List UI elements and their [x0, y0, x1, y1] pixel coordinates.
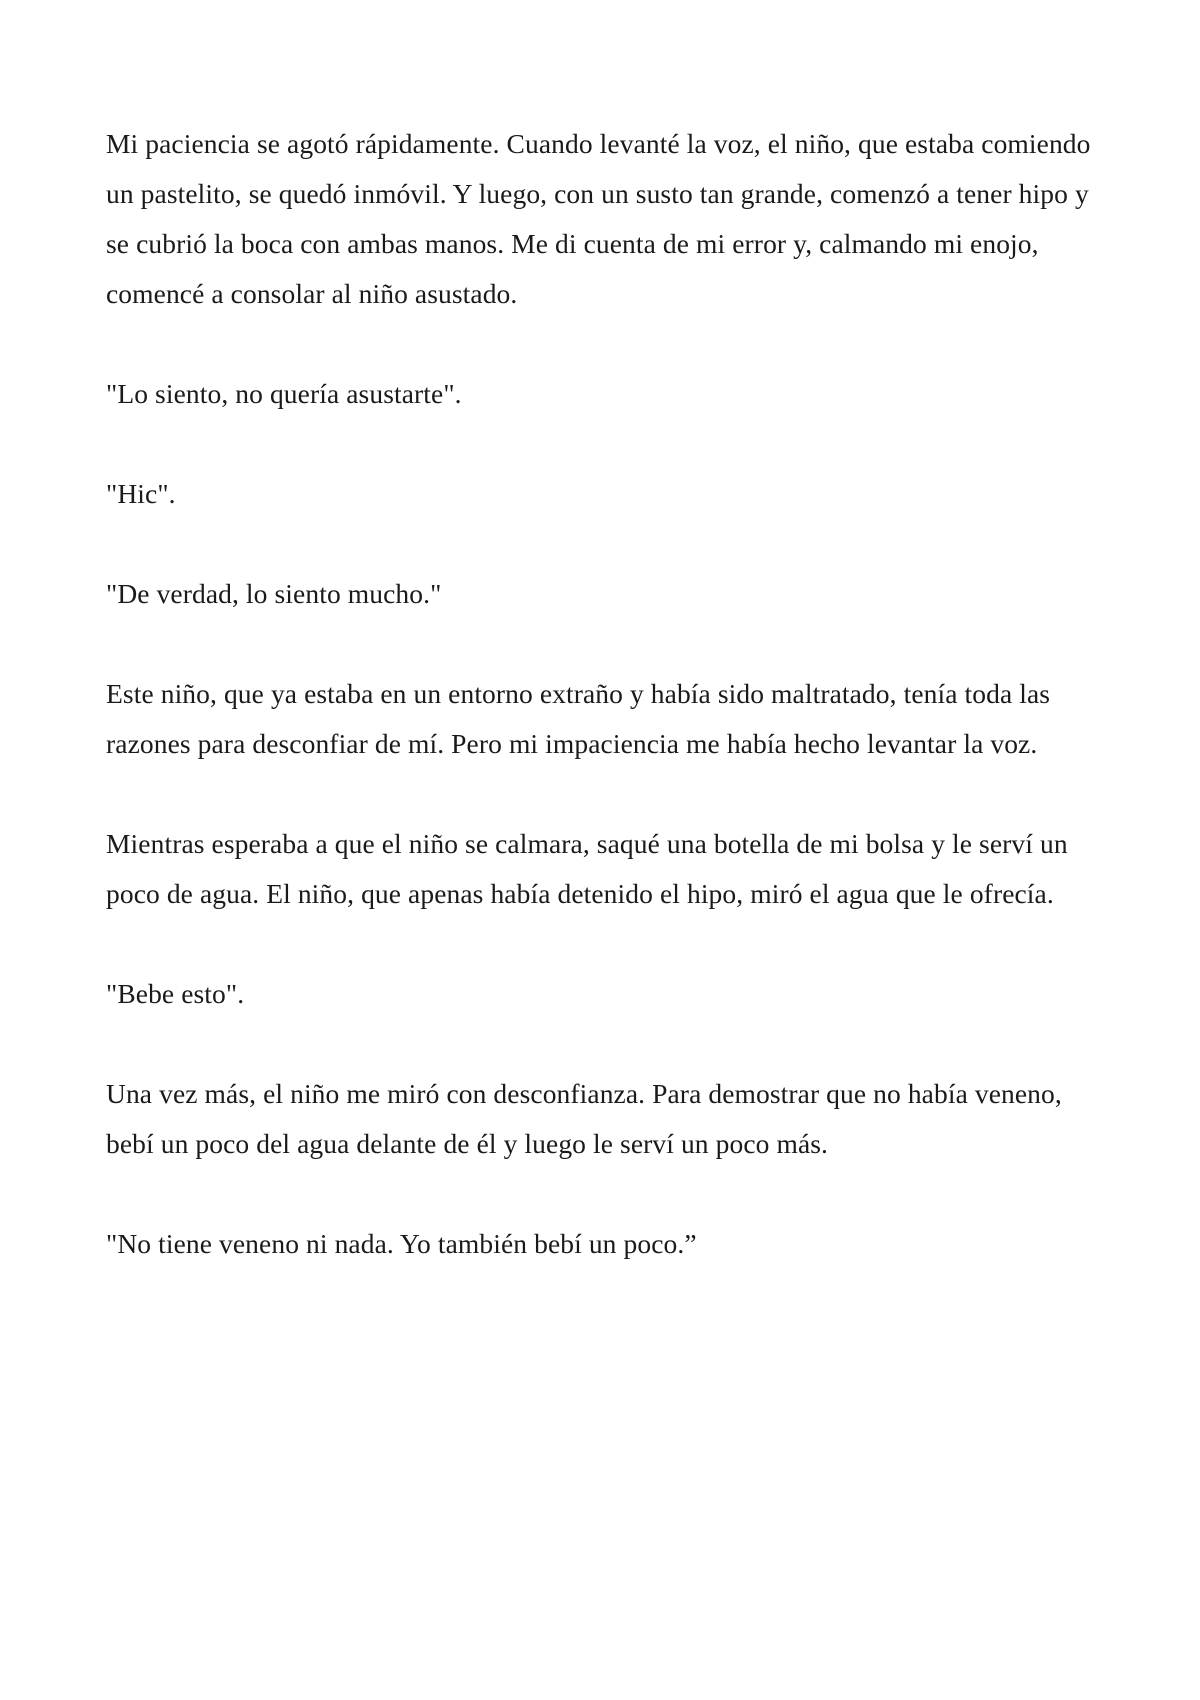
- paragraph-dialogue-3: "De verdad, lo siento mucho.": [106, 578, 442, 609]
- document-page: [106, 119, 1096, 1319]
- paragraph-narration-1: Mi paciencia se agotó rápidamente. Cuando levanté la voz, el niño, que estaba comiendo un pastelito, se quedó inmóvil. Y luego, con un susto tan grande, comenzó a tener hipo y se cubrió la boca con ambas manos. Me di cuenta de mi error y, calmando mi enojo, comencé a consolar al niño asustado.: [106, 128, 1091, 309]
- paragraph-narration-2: Este niño, que ya estaba en un entorno extraño y había sido maltratado, tenía toda las razones para desconfiar de mí. Pero mi impaciencia me había hecho levantar la voz.: [106, 678, 1051, 759]
- paragraph-dialogue-4: "Bebe esto".: [106, 978, 245, 1009]
- paragraph-dialogue-5: "No tiene veneno ni nada. Yo también bebí un poco.”: [106, 1228, 697, 1259]
- paragraph-dialogue-1: "Lo siento, no quería asustarte".: [106, 378, 462, 409]
- paragraph-narration-4: Una vez más, el niño me miró con desconfianza. Para demostrar que no había veneno, bebí un poco del agua delante de él y luego le serví un poco más.: [106, 1078, 1062, 1159]
- paragraph-dialogue-2: "Hic".: [106, 478, 176, 509]
- paragraph-narration-3: Mientras esperaba a que el niño se calmara, saqué una botella de mi bolsa y le serví un poco de agua. El niño, que apenas había detenido el hipo, miró el agua que le ofrecía.: [106, 828, 1068, 909]
